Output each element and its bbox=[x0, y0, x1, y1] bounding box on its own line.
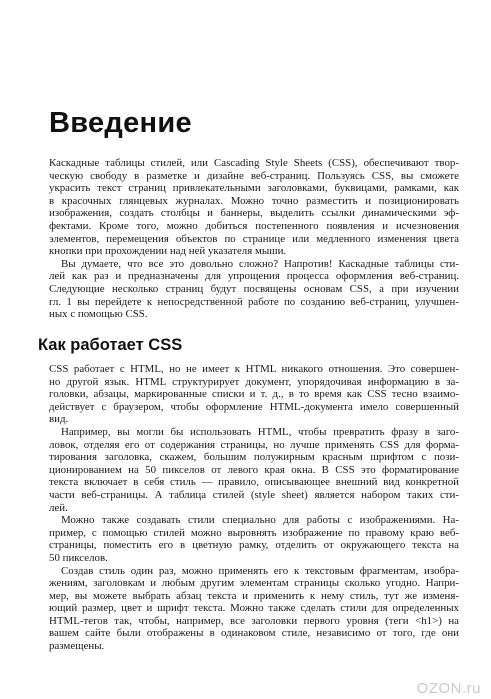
text-line: фектами. Кроме того, можно добиться постепенного появления и исчезновения bbox=[49, 219, 459, 232]
text-line: лей. bbox=[49, 501, 68, 514]
intro-text bbox=[49, 157, 459, 321]
text-line: изображения, создать столбцы и баннеры, выделить ссылки динамическими эф- bbox=[49, 207, 459, 220]
text-line: вид. bbox=[49, 413, 69, 426]
text-line: лей как раз и предназначены для упрощения процесса оформления веб-страниц. bbox=[49, 270, 459, 283]
text-line: CSS работает с HTML, но не имеет к HTML никакого отношения. Это совершен- bbox=[49, 363, 459, 375]
section-text bbox=[49, 363, 459, 653]
text-line: ционированием на 50 пикселов от левого края окна. В CSS это форматирование bbox=[49, 463, 459, 476]
text-line: части веб-страницы. А таблица стилей (style sheet) является набором таких сти- bbox=[49, 488, 459, 501]
text-line: 50 пикселов. bbox=[49, 551, 108, 564]
text-line: ловок, отделяя его от содержания страницы, но лучше применять CSS для форма- bbox=[49, 438, 459, 451]
text-line: пример, с помощью стилей можно выровнять изображение по правому краю веб- bbox=[49, 526, 459, 539]
text-line: головки, абзацы, маркированные списки и т. д., в то время как CSS тесно взаимо- bbox=[49, 388, 459, 401]
text-line: Следующие несколько страниц будут посвящены основам CSS, а при изучении bbox=[49, 282, 459, 295]
text-line: Каскадные таблицы стилей, или Cascading Style Sheets (CSS), обеспечивают твор- bbox=[49, 157, 459, 169]
text-line: вашем сайте были отображены в одинаковом стиле, независимо от того, где они bbox=[49, 627, 459, 640]
text-line: ных с помощью CSS. bbox=[49, 308, 148, 321]
section-title: Как работает CSS bbox=[38, 336, 183, 354]
text-line: ческую свободу в разметке и дизайне веб-страниц. Пользуясь CSS, вы сможете bbox=[49, 169, 459, 182]
text-line: действует с браузером, чтобы оформление HTML-документа имело совершенный bbox=[49, 400, 459, 413]
text-line: ющий размер, цвет и шрифт текста. Можно также сделать стили для определенных bbox=[49, 602, 459, 615]
text-line: гл. 1 вы перейдете к непосредственной работе по созданию веб-страниц, улучшен- bbox=[49, 295, 459, 308]
text-line: Создав стиль один раз, можно применять его к текстовым фрагментам, изобра- bbox=[61, 564, 459, 577]
text-line: кнопки при прохождении над ней указателя мыши. bbox=[49, 245, 287, 258]
text-line: размещены. bbox=[49, 640, 105, 653]
text-line: украсить текст страниц привлекательными заголовками, буквицами, рамками, как bbox=[49, 182, 459, 195]
text-line: страницы, поместить его в цветную рамку, отделить от окружающего текста на bbox=[49, 539, 459, 552]
text-line: в красочных глянцевых журналах. Можно точно разместить и позиционировать bbox=[49, 194, 459, 207]
text-line: Можно также создавать стили специально для работы с изображениями. На- bbox=[61, 514, 459, 527]
text-line: Например, вы могли бы использовать HTML, чтобы превратить фразу в заго- bbox=[61, 425, 459, 438]
text-line: элементов, перемещения объектов по странице или медленного изменения цвета bbox=[49, 232, 459, 245]
text-line: текста включает в себя стиль — правило, описывающее внешний вид конкретной bbox=[49, 476, 459, 489]
text-line: но другой язык. HTML структурирует документ, упорядочивая информацию в за- bbox=[49, 375, 459, 388]
chapter-title: Введение bbox=[49, 107, 192, 139]
text-line: мер, вы можете выбрать абзац текста и применить к нему стиль, тут же изменя- bbox=[49, 589, 459, 602]
text-line: HTML-тегов так, чтобы, например, все заголовки первого уровня (теги <h1>) на bbox=[49, 614, 459, 627]
text-line: тирования заголовка, скажем, большим полужирным красным шрифтом с пози- bbox=[49, 451, 459, 464]
text-line: жениям, заголовкам и любым другим элементам страницы сколько угодно. Напри- bbox=[49, 577, 459, 590]
text-line: Вы думаете, что все это довольно сложно? Напротив! Каскадные таблицы сти- bbox=[61, 257, 459, 270]
watermark: OZON.ru bbox=[416, 680, 481, 697]
